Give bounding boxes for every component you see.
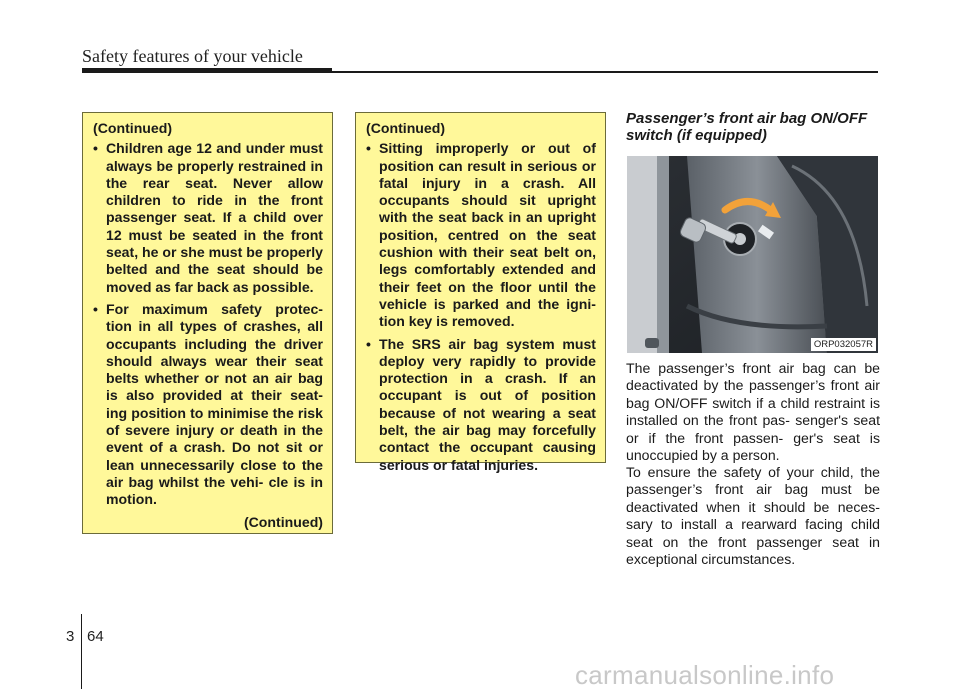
warning-bullet: • Sitting improperly or out of position can result in serious or fatal injury in a crash. All occupants should sit upright with the seat back in an upright position, centred on the seat cushion with their seat belt on, legs comfortably extended and their feet on the floor until the vehicle is parked and the igni- tion key is removed.	[366, 140, 596, 330]
warning-bullet-list	[93, 140, 323, 508]
warning-bullet: • Children age 12 and under must always be properly restrained in the rear seat. Never allow children to ride in the front passenger seat. If a child over 12 must be seated in the front seat, he or she must be properly belted and the seat should be moved as far back as possible.	[93, 140, 323, 296]
footer-divider	[81, 614, 82, 689]
warning-bullet-list	[366, 140, 596, 474]
warning-continued-lead: (Continued)	[366, 120, 446, 136]
page-header-title: Safety features of your vehicle	[82, 46, 303, 66]
section-title: Passenger’s front air bag ON/OFF switch (if equipped)	[626, 110, 868, 144]
image-reference-code: ORP032057R	[811, 338, 876, 351]
watermark-text: carmanualsonline.info	[575, 660, 835, 690]
airbag-switch-illustration	[627, 156, 878, 353]
warning-bullet: • For maximum safety protec- tion in all types of crashes, all occupants including the driver should always wear their seat belts whether or not an air bag is also provided at their seat- ing position to minimise the risk of severe injury or death in the event of a crash. Do not sit or lean unnecessarily close to the air bag whilst the vehi- cle is in motion.	[93, 301, 323, 509]
chapter-number: 3	[66, 628, 75, 645]
warning-bullet: • The SRS air bag system must deploy very rapidly to provide protection in a crash. If an occupant is out of position because of not wearing a seat belt, the air bag may forcefully contact the occupant causing serious or fatal injuries.	[366, 336, 596, 474]
page-number: 64	[87, 628, 104, 645]
header-rule-thin	[82, 71, 878, 73]
warning-continued-lead: (Continued)	[93, 120, 173, 136]
body-paragraph: The passenger’s front air bag can be deactivated by the passenger’s front air bag ON/OFF switch if a child restraint is installed on the front pas- senger's seat or if the front passen- ger's seat is unoccupied by a person.	[626, 360, 880, 464]
warning-box-left	[82, 112, 333, 534]
airbag-switch-photo	[627, 156, 878, 353]
body-paragraph: To ensure the safety of your child, the passenger’s front air bag must be deactivated when it should be neces- sary to install a rearward facing child seat on the front passenger seat in exceptional circumstances.	[626, 464, 880, 568]
warning-box-middle	[355, 112, 606, 473]
warning-continued-trail: (Continued)	[243, 513, 323, 530]
